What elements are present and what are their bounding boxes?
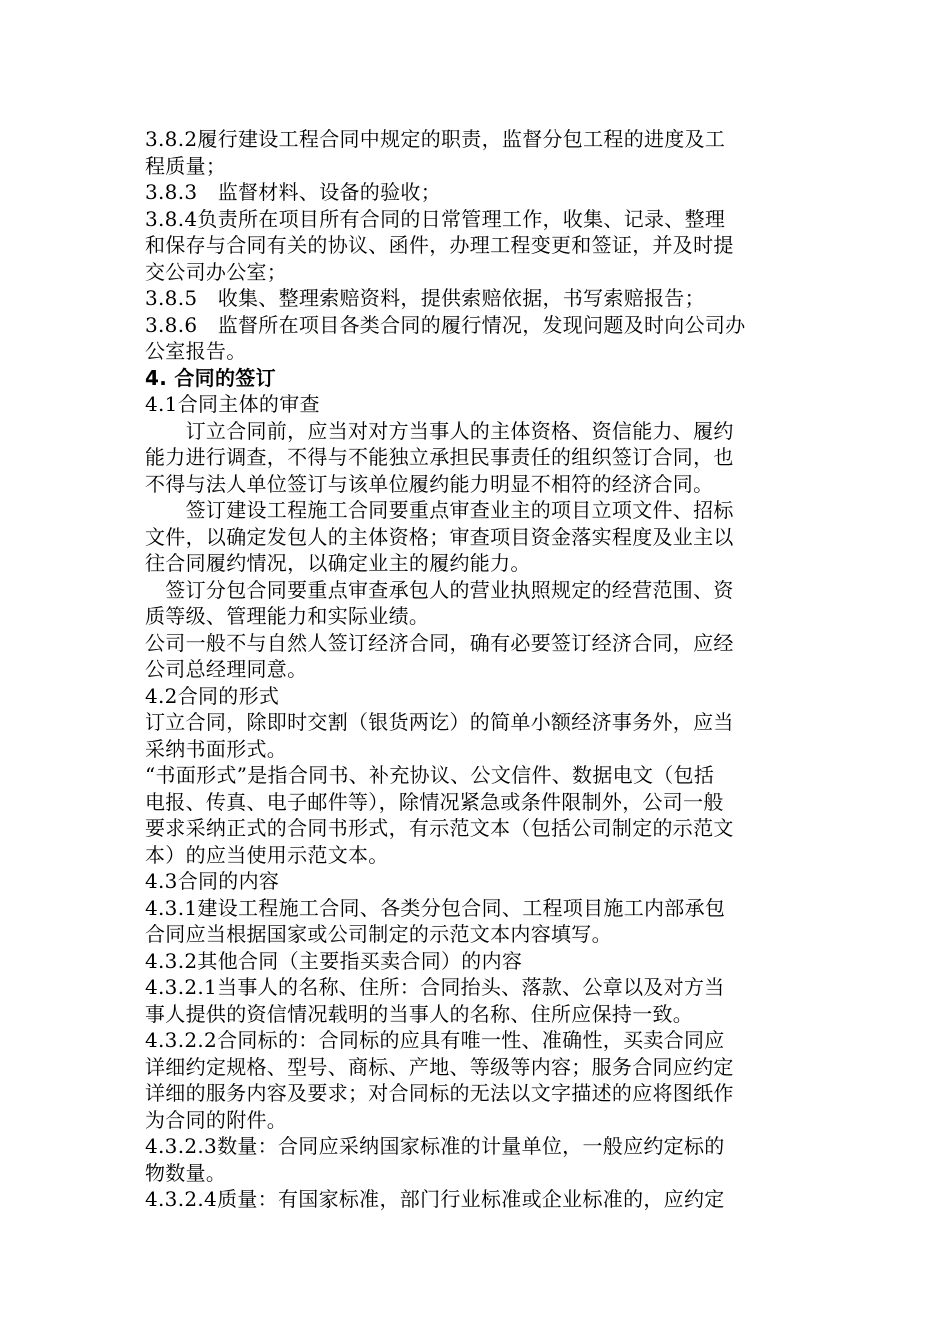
- text-line: 4.3.2.2合同标的：合同标的应具有唯一性、准确性，买卖合同应: [145, 1028, 725, 1052]
- text-line: 3.8.2履行建设工程合同中规定的职责，监督分包工程的进度及工: [145, 127, 726, 151]
- subsection-heading: 4.1合同主体的审查: [145, 392, 320, 416]
- text-line: 能力进行调查，不得与不能独立承担民事责任的组织签订合同，也: [145, 445, 734, 469]
- text-line: 3.8.3 监督材料、设备的验收；: [145, 180, 441, 204]
- text-line: 程质量；: [145, 153, 227, 178]
- text-line: 4.3.1建设工程施工合同、各类分包合同、工程项目施工内部承包: [145, 895, 726, 920]
- text-line: 详细约定规格、型号、商标、产地、等级等内容；服务合同应约定: [145, 1054, 734, 1079]
- subsection-heading: 4.3合同的内容: [145, 869, 280, 893]
- text-line: 订立合同，除即时交割（银货两讫）的简单小额经济事务外，应当: [145, 710, 734, 734]
- text-line: 往合同履约情况，以确定业主的履约能力。: [145, 551, 531, 575]
- text-line: 3.8.6 监督所在项目各类合同的履行情况，发现问题及时向公司办: [145, 312, 746, 337]
- text-line: 物数量。: [145, 1160, 227, 1185]
- text-line: “书面形式”是指合同书、补充协议、公文信件、数据电文（包括: [145, 763, 715, 787]
- text-line: 公室报告。: [145, 339, 247, 363]
- text-line: 质等级、管理能力和实际业绩。: [145, 604, 430, 628]
- text-line: 4.3.2其他合同（主要指买卖合同）的内容: [145, 948, 523, 973]
- text-line: 要求采纳正式的合同书形式，有示范文本（包括公司制定的示范文: [145, 816, 734, 840]
- document-body: [145, 126, 815, 1213]
- text-line: 公司一般不与自然人签订经济合同，确有必要签订经济合同，应经: [145, 630, 734, 655]
- text-line: 为合同的附件。: [145, 1107, 288, 1132]
- text-line: 3.8.4负责所在项目所有合同的日常管理工作，收集、记录、整理: [145, 206, 726, 231]
- text-line: 订立合同前，应当对对方当事人的主体资格、资信能力、履约: [145, 418, 734, 443]
- text-line: 事人提供的资信情况载明的当事人的名称、住所应保持一致。: [145, 1001, 694, 1026]
- text-line: 4.3.2.1当事人的名称、住所：合同抬头、落款、公章以及对方当: [145, 975, 725, 999]
- text-line: 和保存与合同有关的协议、函件，办理工程变更和签证，并及时提: [145, 233, 734, 257]
- text-line: 合同应当根据国家或公司制定的示范文本内容填写。: [145, 922, 612, 946]
- text-line: 公司总经理同意。: [145, 657, 308, 681]
- text-line: 文件，以确定发包人的主体资格；审查项目资金落实程度及业主以: [145, 524, 734, 549]
- text-line: 不得与法人单位签订与该单位履约能力明显不相符的经济合同。: [145, 471, 714, 496]
- text-line: 3.8.5 收集、整理索赔资料，提供索赔依据，书写索赔报告；: [145, 286, 705, 310]
- text-line: 本）的应当使用示范文本。: [145, 842, 389, 867]
- text-line: 4.3.2.3数量：合同应采纳国家标准的计量单位，一般应约定标的: [145, 1134, 725, 1158]
- text-line: 采纳书面形式。: [145, 736, 288, 761]
- section-heading: 4. 合同的签订: [145, 365, 276, 390]
- text-line: 详细的服务内容及要求；对合同标的无法以文字描述的应将图纸作: [145, 1081, 734, 1105]
- text-line: 电报、传真、电子邮件等），除情况紧急或条件限制外，公司一般: [145, 789, 724, 814]
- text-line: 4.3.2.4质量：有国家标准，部门行业标准或企业标准的，应约定: [145, 1187, 725, 1211]
- subsection-heading: 4.2合同的形式: [145, 683, 280, 708]
- text-line: 签订建设工程施工合同要重点审查业主的项目立项文件、招标: [145, 498, 734, 522]
- text-line: 交公司办公室；: [145, 259, 288, 284]
- text-line: 签订分包合同要重点审查承包人的营业执照规定的经营范围、资: [145, 577, 734, 602]
